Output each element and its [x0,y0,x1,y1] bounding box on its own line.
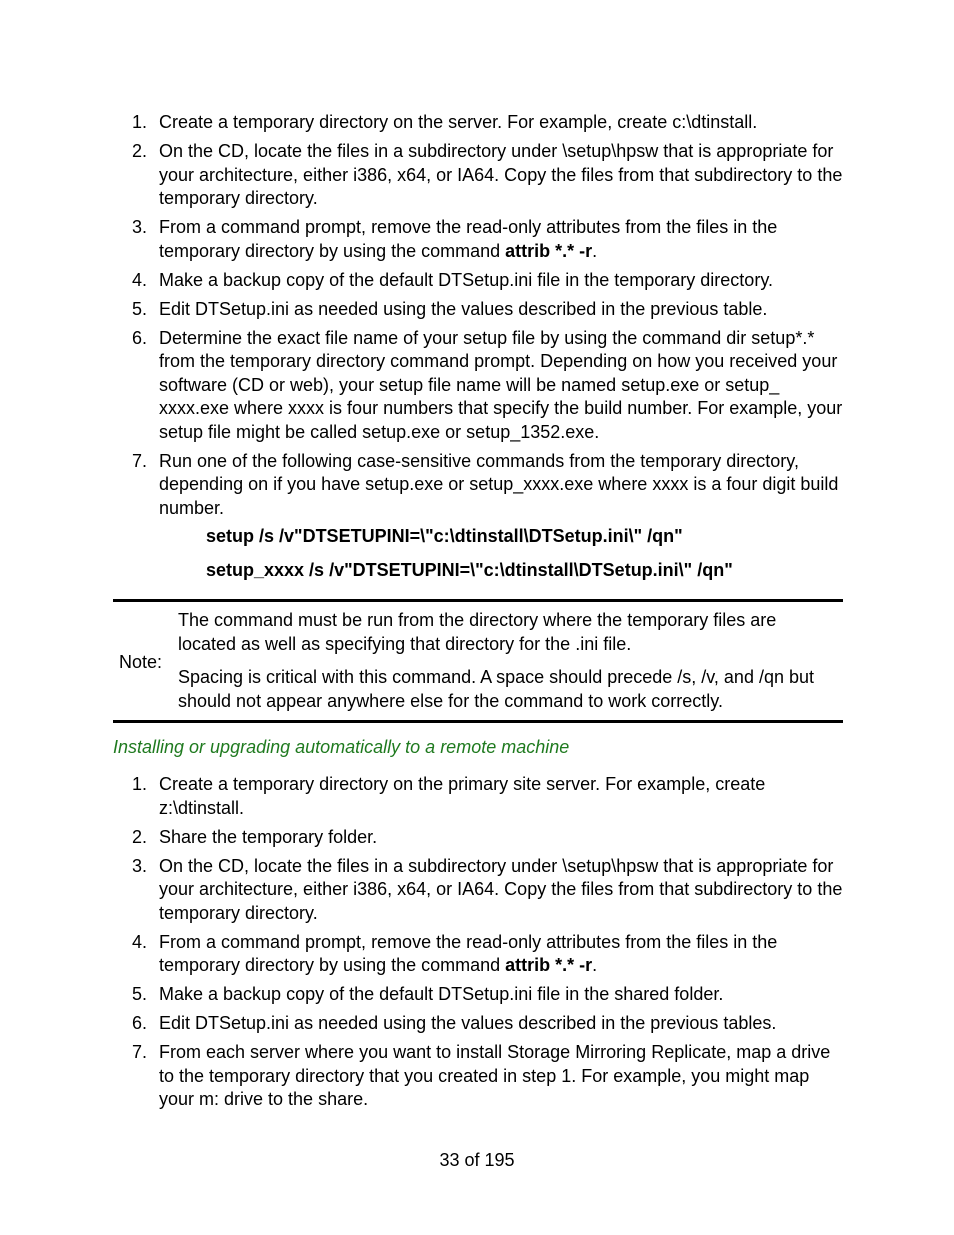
list-item-text [159,983,843,1007]
list-item [113,269,843,293]
list-item-number: 7. [132,1042,148,1062]
text-run: . [592,955,598,975]
list-item [113,298,843,322]
text-run: From each server where you want to install Storage Mirroring Replicate, map a drive to the temporary directory that you created in step 1. For example, you might map your m: drive to the share. [159,1042,831,1109]
note-box [113,599,843,723]
text-run: Edit DTSetup.ini as needed using the values described in the previous tables. [159,1013,777,1033]
inline-command: attrib *.* -r [505,955,593,975]
list-item-text [159,931,843,978]
list-item [113,983,843,1007]
list-item-text [159,773,843,820]
list-item-text [159,855,843,926]
text-run: On the CD, locate the files in a subdirectory under \setup\hpsw that is appropriate for your architecture, either i386, x64, or IA64. Copy the files from that subdirectory to the temporary directory. [159,141,843,208]
list-item-number: 3. [132,855,148,876]
text-run: From a command prompt, remove the read-only attributes from the files in the temporary directory by using the command [159,217,778,261]
list-item-text [159,1012,843,1036]
note-paragraph: Spacing is critical with this command. A space should precede /s, /v, and /qn but should not appear anywhere else for the command to work correctly. [178,667,815,711]
list-item-number: 1. [132,774,148,794]
list-item [113,1012,843,1036]
list-item-text [159,216,843,263]
procedure-list-remote [113,773,843,1117]
inline-command: attrib *.* -r [505,240,593,261]
list-item-number: 5. [132,984,148,1004]
list-item-text [159,450,843,521]
text-run: On the CD, locate the files in a subdirectory under \setup\hpsw that is appropriate for your architecture, either i386, x64, or IA64. Copy the files from that subdirectory to the temporary directory. [159,855,843,923]
command-line: setup_xxxx /s /v"DTSETUPINI=\"c:\dtinstall\DTSetup.ini\" /qn" [206,559,733,580]
list-item-number: 6. [132,1013,148,1033]
note-label: Note: [119,652,163,672]
list-item-text [159,298,843,322]
text-run: . [592,240,598,261]
text-run: Edit DTSetup.ini as needed using the values described in the previous table. [159,298,768,319]
list-item-number: 5. [132,298,148,319]
list-item-number: 4. [132,269,148,290]
list-item-number: 7. [132,450,148,471]
page-number: 33 of 195 [439,1150,515,1170]
list-item-number: 2. [132,141,148,161]
list-item [113,826,843,850]
list-item [113,773,843,820]
procedure-list-local [113,111,843,588]
list-item [113,1041,843,1112]
list-item-text [159,327,843,445]
section-subheading: Installing or upgrading automatically to a remote machine [113,737,570,757]
list-item-text [159,140,843,211]
list-item-number: 6. [132,327,148,348]
text-run: Make a backup copy of the default DTSetup.ini file in the temporary directory. [159,269,773,290]
command-line: setup /s /v"DTSETUPINI=\"c:\dtinstall\DTSetup.ini\" /qn" [206,526,683,546]
list-item-text [159,826,843,850]
list-item-text [159,111,843,135]
text-run: Make a backup copy of the default DTSetup.ini file in the shared folder. [159,984,724,1004]
list-item [113,327,843,445]
list-item-text [159,1041,843,1112]
text-run: Create a temporary directory on the server. For example, create c:\dtinstall. [159,112,758,132]
text-run: Create a temporary directory on the primary site server. For example, create z:\dtinstall. [159,774,766,818]
list-item-number: 2. [132,826,148,847]
list-item [113,140,843,211]
list-item-text [159,269,843,293]
note-body [178,609,838,713]
list-item [113,111,843,135]
text-run: Determine the exact file name of your setup file by using the command dir setup*.* from the temporary directory command prompt. Depending on how you received your software (CD or web), your setup file name will be named setup.exe or setup_ xxxx.exe where xxxx is four numbers that specify the build number. For example, your setup file might be called setup.exe or setup_1352.exe. [159,327,843,442]
list-item [113,931,843,978]
note-paragraph: The command must be run from the directory where the temporary files are located as well as specifying that directory for the .ini file. [178,610,777,654]
text-run: From a command prompt, remove the read-only attributes from the files in the temporary directory by using the command [159,931,778,975]
list-item-number: 3. [132,217,148,237]
list-item [113,450,843,583]
list-item-number: 1. [132,112,148,132]
list-item-number: 4. [132,931,148,952]
text-run: Share the temporary folder. [159,826,378,847]
list-item [113,216,843,263]
list-item [113,855,843,926]
text-run: Run one of the following case-sensitive commands from the temporary directory, depending on if you have setup.exe or setup_xxxx.exe where xxxx is a four digit build number. [159,450,839,518]
